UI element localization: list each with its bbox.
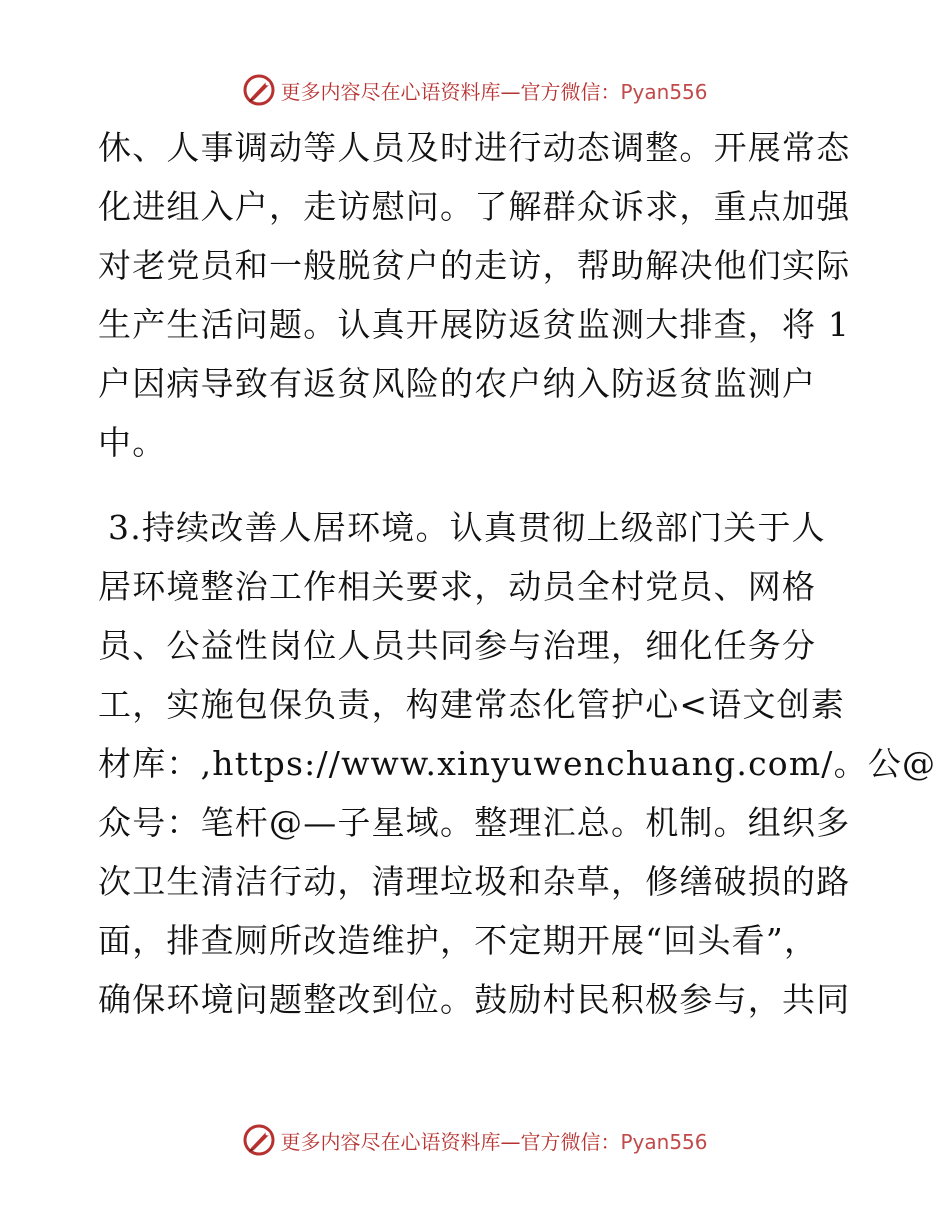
text-line: 次卫生清洁行动，清理垃圾和杂草，修缮破损的路 [98, 862, 851, 901]
text-line: 休、人事调动等人员及时进行动态调整。开展常态 [98, 128, 851, 167]
text-line: 生产生活问题。认真开展防返贫监测大排查，将 1 [98, 305, 851, 344]
banner-site-text: 更多内容尽在心语资料库 [280, 79, 501, 104]
paragraph-gap [98, 472, 858, 498]
banner-official-label: 官方微信： [520, 1129, 621, 1154]
banner-wechat-id: Pyan556 [620, 1129, 708, 1154]
banner-official-label: 官方微信： [520, 79, 621, 104]
text-line: 对老党员和一般脱贫户的走访，帮助解决他们实际 [98, 246, 851, 285]
paragraph-2 [98, 498, 937, 1029]
text-line: 化进组入户，走访慰问。了解群众诉求，重点加强 [98, 187, 851, 226]
text-line: 3.持续改善人居环境。认真贯彻上级部门关于人 [108, 508, 826, 547]
document-body [98, 118, 937, 1029]
text-line: 面，排查厕所改造维护，不定期开展“回头看”， [98, 921, 819, 960]
text-line: 户因病导致有返贫风险的农户纳入防返贫监测户 [98, 364, 817, 403]
text-line: 众号：笔杆@—子星域。整理汇总。机制。组织多 [98, 803, 851, 842]
quill-logo-icon [242, 1123, 276, 1157]
banner-wechat-id: Pyan556 [620, 79, 708, 104]
banner-dash: — [500, 79, 521, 104]
banner-site-text: 更多内容尽在心语资料库 [280, 1129, 501, 1154]
header-banner [0, 70, 950, 110]
text-line: 材库：,https://www.xinyuwenchuang.com/。公@ [98, 744, 937, 783]
text-line: 居环境整治工作相关要求，动员全村党员、网格 [98, 567, 817, 606]
footer-banner [0, 1120, 950, 1160]
text-line: 员、公益性岗位人员共同参与治理，细化任务分 [98, 626, 817, 665]
text-line: 中。 [98, 423, 167, 462]
banner-dash: — [500, 1129, 521, 1154]
paragraph-1 [98, 118, 858, 472]
text-line: 工，实施包保负责，构建常态化管护心<语文创素 [98, 685, 846, 724]
text-line: 确保环境问题整改到位。鼓励村民积极参与，共同 [98, 980, 851, 1019]
quill-logo-icon [242, 73, 276, 107]
